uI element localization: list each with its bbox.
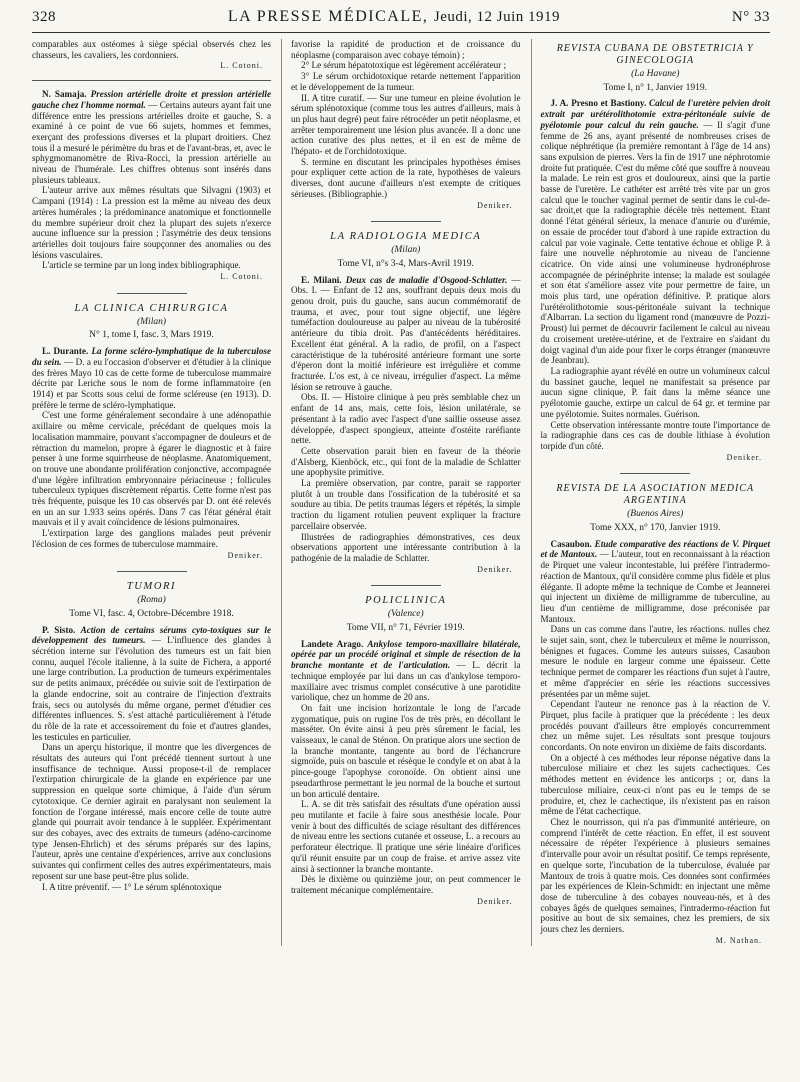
journal-issue: Tome VI, fasc. 4, Octobre-Décembre 1918. <box>69 608 234 619</box>
article-author: Landete Arago. <box>301 638 364 649</box>
signature: L. Cotoni. <box>220 272 263 282</box>
paragraph: C'est une forme généralement secondaire à une adénopathie axillaire ou même cervicale, précédant de quelques mois la localisation mammaire, pouvant s'accompagner de douleurs et de rétraction du mamelon, propre à égarer le diagnostic et à faire penser à une forme squirrheuse de néoplasme. Anatomiquement, on trouve une abondante prolifération conjonctive, accompagnée d'une légère infiltration embryonnaire périacineuse ; follicules tuberculeux typiques discrètement répartis. Cette forme n'est pas très fréquente, puisque les 10 cas observés par D. ont été relevés en un an sur 1.933 seins opérés. Dans 7 cas l'état général était mauvais et il y avait coïncidence de lésions pulmonaires. <box>32 410 271 528</box>
columns <box>32 39 770 946</box>
article-author: J. A. Presno et Bastiony. <box>550 98 647 109</box>
paragraph: L. A. se dit très satisfait des résultats d'une opération aussi peu mutilante et facile à faire sous anesthésie locale. Pour venir à bout des difficultés de sciage résultant des différences de niveau entre les sections cutanée et osseuse, L. a recours au perforateur électrique. Il pratique une série linéaire d'orifices qu'il réunit ensuite par un coup de fraise. et arrive assez vite ainsi à sectionner la branche montante. <box>291 799 521 874</box>
article-text: — D. a eu l'occasion d'observer et d'étudier à la clinique des frères Mayo 10 cas de cette forme de tuberculose mammaire décrite par Leriche sous le nom de forme inflammatoire (en 1914) et par Scotts sous celui de forme scléreuse (en 1913). D. préfère le terme de scléro-lymphatique. <box>32 356 271 410</box>
article-author: L. Durante. <box>42 346 89 357</box>
signature: Deniker. <box>477 200 513 210</box>
paragraph: Obs. II. — Histoire clinique à peu près semblable chez un enfant de 14 ans, mais, cette fois, lésion unilatérale, se présentant à la radio avec l'aspect d'une saillie osseuse assez développée, d'aspect spongieux, atteinte d'ostéite raréfiante nette. <box>291 392 521 446</box>
article-author: P. Sisto. <box>42 624 76 635</box>
paragraph: Cette observation parait bien en faveur de la théorie d'Alsberg, Kienböck, etc., qui font de la maladie de Schlatter une apophysite primitive. <box>291 445 521 478</box>
article-sisto <box>32 625 271 743</box>
journal-title: REVISTA CUBANA DE OBSTETRICIA Y GINECOLOGIA <box>556 43 754 66</box>
paragraph: Cependant l'auteur ne renonce pas à la réaction de V. Pirquet, plus facile à pratiquer que la précédente : les deux procédés pouvant d'ailleurs être employés concurremment chez un même sujet. Les résultats sont presque toujours concordants. On note environ un dixième de faits discordants. <box>540 699 770 753</box>
article-casaubon <box>541 539 771 625</box>
paragraph: Dans un cas comme dans l'autre, les réactions. nulles chez le sujet sain, sont, chez le tuberculeux et même le nourrisson, bénignes et fugaces. Comme les auteurs suisses, Casaubon mesure le nodule en largeur comme une épaisseur. Cette technique permet de comparer les réactions d'un sujet à l'autre, et même d'apprécier en série les réactions successives présentées par un même sujet. <box>540 624 770 699</box>
article-title: Calcul de l'uretère pelvien droit extrait par urétérolithotomie extra-péritonéale suivie de pyélotomie pour calcul du rein gauche. <box>540 98 770 130</box>
journal-title: REVISTA DE LA ASOCIATION MEDICA ARGENTINA <box>556 483 755 507</box>
page-header <box>32 8 770 33</box>
article-title: Ankylose temporo-maxillaire bilatérale, opérée par un procédé original et simple de résection de la branche montante et de l'articulation. <box>291 638 521 671</box>
paragraph: Dans un aperçu historique, il montre que les divergences de résultats des auteurs qui l'ont précédé tiennent surtout à une insuffisance de technique. Aussi propose-t-il de remplacer l'extirpation chirurgicale de la glande en expérience par une suppression en quelque sorte chimique, à l'aide d'un sérum cytotoxique. Ce dernier agirait en paralysant non seulement la fonction de l'organe intéressé, mais encore celle de toute autre glande qui pourrait avoir tendance à le suppléer. Expérimentant sur des cobayes, avec des extraits de tumeurs (adéno-carcinome type Jensen-Ehrlich) et des sérums préparés sur des lapins, l'auteur, après une centaine d'expériences, arrive aux conclusions suivantes qui confirment celles des autres expérimentateurs, mais reposent sur une base peut-être plus solide. <box>32 742 271 881</box>
article-text: — L'auteur, tout en reconnaissant à la réaction de Pirquet une valeur incontestable, lui préfère l'intradermo-réaction de Mantoux, qu'il considère comme plus fidèle et plus élégante. Il adopte même la technique de Combe et Jeannerei qui injectent un dixième de milligramme de tuberculine, au lieu d'un centième de milligramme, dose préconisée par Mantoux. <box>540 549 770 624</box>
article-text: — L'influence des glandes à sécrétion interne sur l'évolution des tumeurs est un fait bien connu, auquel l'école italienne, à la suite de Fichera, a apporté une large contribution. La production de tumeurs expérimentales sur de petits animaux, précédée ou suivie soit de l'extirpation de la glande endocrine, soit au contraire de l'injection d'extraits frais, secs ou autolysés du même organe, permet d'étudier ces différentes influences. S. s'est attaché particulièrement à l'étude du rôle de la rate et accessoirement du foie et d'autres glandes, les testicules en particulier. <box>32 635 272 742</box>
paragraph: Illustrées de radiographies démonstratives, ces deux observations apportent une intéressante contribution à la pathogénie de la maladie de Schlatter. <box>291 531 521 563</box>
article-author: E. Milani. <box>301 274 342 285</box>
journal-issue: Tome VI, n°s 3-4, Mars-Avril 1919. <box>337 258 474 269</box>
publication-date: Jeudi, 12 Juin 1919 <box>433 9 561 25</box>
journal-city: (Milan) <box>136 316 167 327</box>
article-author: Casaubon. <box>550 538 592 549</box>
signature: L. Cotoni. <box>220 61 263 71</box>
journal-issue: Tome XXX, n° 170, Janvier 1919. <box>590 523 721 534</box>
continued-text: favorise la rapidité de production et de croissance du néoplasme (comparaison avec cobaye témoin) ; <box>291 39 521 60</box>
article-author: N. Samaja. <box>42 89 87 100</box>
paragraph: II. A titre curatif. — Sur une tumeur en pleine évolution le sérum splénotoxique (comme tous les autres d'ailleurs, mais à un plus haut degré) peut faire rétrocéder un petit néoplasme, et arrêter temporairement une lésion plus avancée. Il a donc une action curative des plus nettes, et il en est de même de l'hépato- et de l'orchidotoxique. <box>291 92 521 157</box>
publication-name: LA PRESSE MÉDICALE, <box>227 8 429 25</box>
divider <box>32 80 271 81</box>
column-1 <box>32 39 271 946</box>
divider <box>117 293 187 294</box>
journal-title: TUMORI <box>126 581 177 593</box>
paragraph: L'article se termine par un long index bibliographique. <box>42 260 241 271</box>
article-text: — Obs. I. — Enfant de 12 ans, souffrant depuis deux mois du genou droit, puis du gauche, sans aucun commémoratif de trauma, et avec, pour tout signe objectif, une légère tuméfaction douloureuse au palper au niveau de la tubérosité antérieure du tibia droit. Pas d'antécédents héréditaires. Excellent état général. A la radio, de profil, on a l'aspect caractéristique de la tubérosité antérieure formant une sorte d'éperon dont la moitié inférieure est irrégulière et comme fracturée. L'os est, à ce niveau, irrégulier d'aspect. La même lésion se retrouve à gauche. <box>291 274 521 392</box>
divider <box>371 585 441 586</box>
article-title: Etude comparative des réactions de V. Pirquet et de Mantoux. <box>540 538 771 560</box>
column-3 <box>531 39 771 946</box>
continued-text: comparables aux ostéomes à siège spécial observés chez les chasseurs, les cavaliers, les cordonniers. <box>32 39 271 60</box>
journal-issue: Tome I, n° 1, Janvier 1919. <box>603 82 707 93</box>
page-number: 328 <box>32 9 56 25</box>
paragraph: Cette observation intéressante montre toute l'importance de la radiographie dans ces cas de double lithiase à évolution torpide d'un côté. <box>540 419 770 451</box>
article-durante <box>32 346 271 410</box>
journal-title: LA CLINICA CHIRURGICA <box>74 302 229 314</box>
signature: Deniker. <box>726 452 762 462</box>
article-milani <box>291 275 521 393</box>
signature: Deniker. <box>227 550 263 560</box>
signature: M. Nathan. <box>715 935 762 945</box>
paragraph: 2° Le sérum hépatotoxique est légèrement accélérateur ; <box>301 60 507 71</box>
article-title: Pression artérielle droite et pression artérielle gauche chez l'homme normal. <box>32 89 272 110</box>
paragraph: La radiographie ayant révélé en outre un volumineux calcul du bassinet gauche, lequel ne manifestait sa présence par aucun signe clinique, P. fait dans la même séance une pyélotomie gauche, extirpe un calcul de 64 gr. et termine par une pyélotomie. Suites normales. Guérison. <box>540 365 770 419</box>
journal-title: POLICLINICA <box>365 595 447 607</box>
paragraph: On fait une incision horizontale le long de l'arcade zygomatique, puis on rugine l'os de très près, en décollant le masséter. On évite ainsi à peu près sûrement le facial, les vaisseaux, le canal de Sténon. On pratique alors une section de la branche montante, tangente au bord de l'échancrure sigmoïde, puis on bascule et résèque le condyle et on abat à la pince-gouge l'apophyse coronoïde. On obtient ainsi une pseudarthrose permettant le jeu normal de la bouche et surtout un bon articulé dentaire. <box>291 702 521 799</box>
journal-title: LA RADIOLOGIA MEDICA <box>330 231 482 243</box>
journal-issue: Tome VII, n° 71, Février 1919. <box>346 623 465 634</box>
divider <box>117 571 187 572</box>
paragraph: On a objecté à ces méthodes leur réponse négative dans la tuberculose miliaire et chez les sujets cachectiques. Ces méthodes mettent en évidence les anticorps ; or, dans la tuberculose miliaire, ceux-ci n'ont pas eu le temps de se produire, et, chez le cachectique, ils n'existent pas en raison même de l'état cachectique. <box>540 752 770 817</box>
article-text: — L. décrit la technique employée par lui dans un cas d'ankylose temporo-maxillaire avec trismus complet consécutive à une parotidite variolique, chez un homme de 20 ans. <box>291 660 521 703</box>
article-samaja <box>32 89 271 185</box>
paragraph: I. A titre préventif. — 1° Le sérum splénotoxique <box>42 881 222 892</box>
signature: Deniker. <box>477 564 513 574</box>
article-landete <box>291 639 521 703</box>
journal-city: (Valence) <box>387 609 424 620</box>
article-presno <box>541 98 771 366</box>
article-title: Action de certains sérums cyto-toxiques sur le développement des tumeurs. <box>32 624 271 646</box>
divider <box>371 221 441 222</box>
paragraph: Dès le dixième ou quinzième jour, on peut commencer le traitement mécanique complémentaire. <box>291 874 521 895</box>
paragraph: L'auteur arrive aux mêmes résultats que Silvagni (1903) et Campani (1914) : La pression est la même au niveau des deux artères humérales ; la prédominance anatomique et fonctionnelle du membre supérieur droit chez la plupart des sujets n'exerce aucune influence sur la pression ; l'asymétrie des deux tensions artérielles doit toujours faire soupçonner des anomalies ou des lésions vasculaires. <box>32 185 271 260</box>
article-text: — Certains auteurs ayant fait une différence entre les pressions artérielles droite et gauche, S. a examiné à ce point de vue 66 sujets, hommes et femmes, exerçant des professions diverses et la plupart droitiers. Chez tous il a mesuré le périmètre du bras et de l'avant-bras, et, avec le sphygmomanomètre de Riva-Rocci, la pression artérielle au niveau de l'humérale. Les chiffres obtenus sont insérés dans plusieurs tableaux. <box>32 99 272 185</box>
paragraph: 3° Le sérum orchidotoxique retarde nettement l'apparition et le développement de la tumeur. <box>291 71 521 92</box>
paragraph: La première observation, par contre, parait se rapporter plutôt à un trouble dans l'ossification de la tubérosité et sa soudure au tibia. De petits traumas légers et répétés, la simple traction du ligament rotulien peuvent expliquer la fracture parcellaire observée. <box>291 478 521 531</box>
journal-issue: N° 1, tome I, fasc. 3, Mars 1919. <box>89 330 214 341</box>
paragraph: Chez le nourrisson, qui n'a pas d'immunité antérieure, on comprend l'intérêt de cette réaction. En effet, il est souvent nécessaire de répéter l'expérience à plusieurs semaines d'intervalle pour avoir un résultat positif. Ce temps représente, en quelque sorte, l'incubation de la tuberculose, évaluée par Mantoux de trois à quatre mois. Ces données sont confirmées par les expériences de Klein-Schmidt: en injectant une même dose de tuberculine à des cobayes nouveau-nés, et à des cobayes âgés de quelques semaines, l'intradermo-réaction fut positive au bout de six semaines, chez les premiers, de six jours chez les derniers. <box>540 817 770 935</box>
journal-city: (Milan) <box>391 245 421 256</box>
signature: Deniker. <box>477 896 513 906</box>
journal-city: (Buenos Aires) <box>627 509 684 520</box>
divider <box>620 473 690 474</box>
article-text: — Il s'agit d'une femme de 26 ans, ayant présenté de nombreuses crises de colique néphrétique (la première remontant à l'âge de 14 ans) sans expulsion de pierres. Vers la fin de 1917 une néphrotomie droite fut pratiquée. C'est du même côté que souffre à nouveau la malade. Le rein est gros et douloureux, ainsi que la partie basse de l'uretère. Le cathéter est arrêté très vite par un gros calcul que le toucher vaginal permet de sentir dans le cul-de-sac droit,et que la radiographie décèle très nettement. Etant donné l'état général sérieux, la menace d'anurie ou d'urémie, on essaie de procéder tout d'abord à une rapide extraction du calcul par voie vaginale. Cette tentative échoue et oblige P. à faire une nouvelle néphrotomie au niveau de l'ancienne cicatrice. On vide ainsi une volumineuse hydronéphrose accompagnée de périnéphrite intense; la malade est soulagée et son état s'améliore assez vite pour permettre de faire, un mois plus tard, une opération définitive. P. pratique alors l'urétérolithotomie sous-péritonéale suivant la technique d'Albarran. La section du ligament rond (manœuvre de Pozzi-Proust) lui permet de découvrir facilement le calcul au niveau du croisement uretère-utérine, et de l'extraire en s'aidant du doigt vaginal d'un aide pour fixer le corps étranger (manœuvre de Jeanbrau). <box>540 119 770 366</box>
journal-city: (Roma) <box>137 595 166 606</box>
paragraph: S. termine en discutant les principales hypothèses émises pour expliquer cette action de la rate, hypothèses de valeurs diverses, dont aucune d'ailleurs n'est exempte de critiques sérieuses. (Bibliographie.) <box>291 156 521 199</box>
journal-city: (La Havane) <box>631 69 680 79</box>
column-2 <box>281 39 521 946</box>
article-title: La forme scléro-lymphatique de la tuberculose du sein. <box>32 346 271 367</box>
issue-number: N° 33 <box>731 9 770 25</box>
paragraph: L'extirpation large des ganglions malades peut prévenir l'éclosion de ces formes de tuberculose mammaire. <box>32 528 271 549</box>
publication-title <box>228 8 560 26</box>
article-title: Deux cas de maladie d'Osgood-Schlatter. <box>345 274 508 285</box>
